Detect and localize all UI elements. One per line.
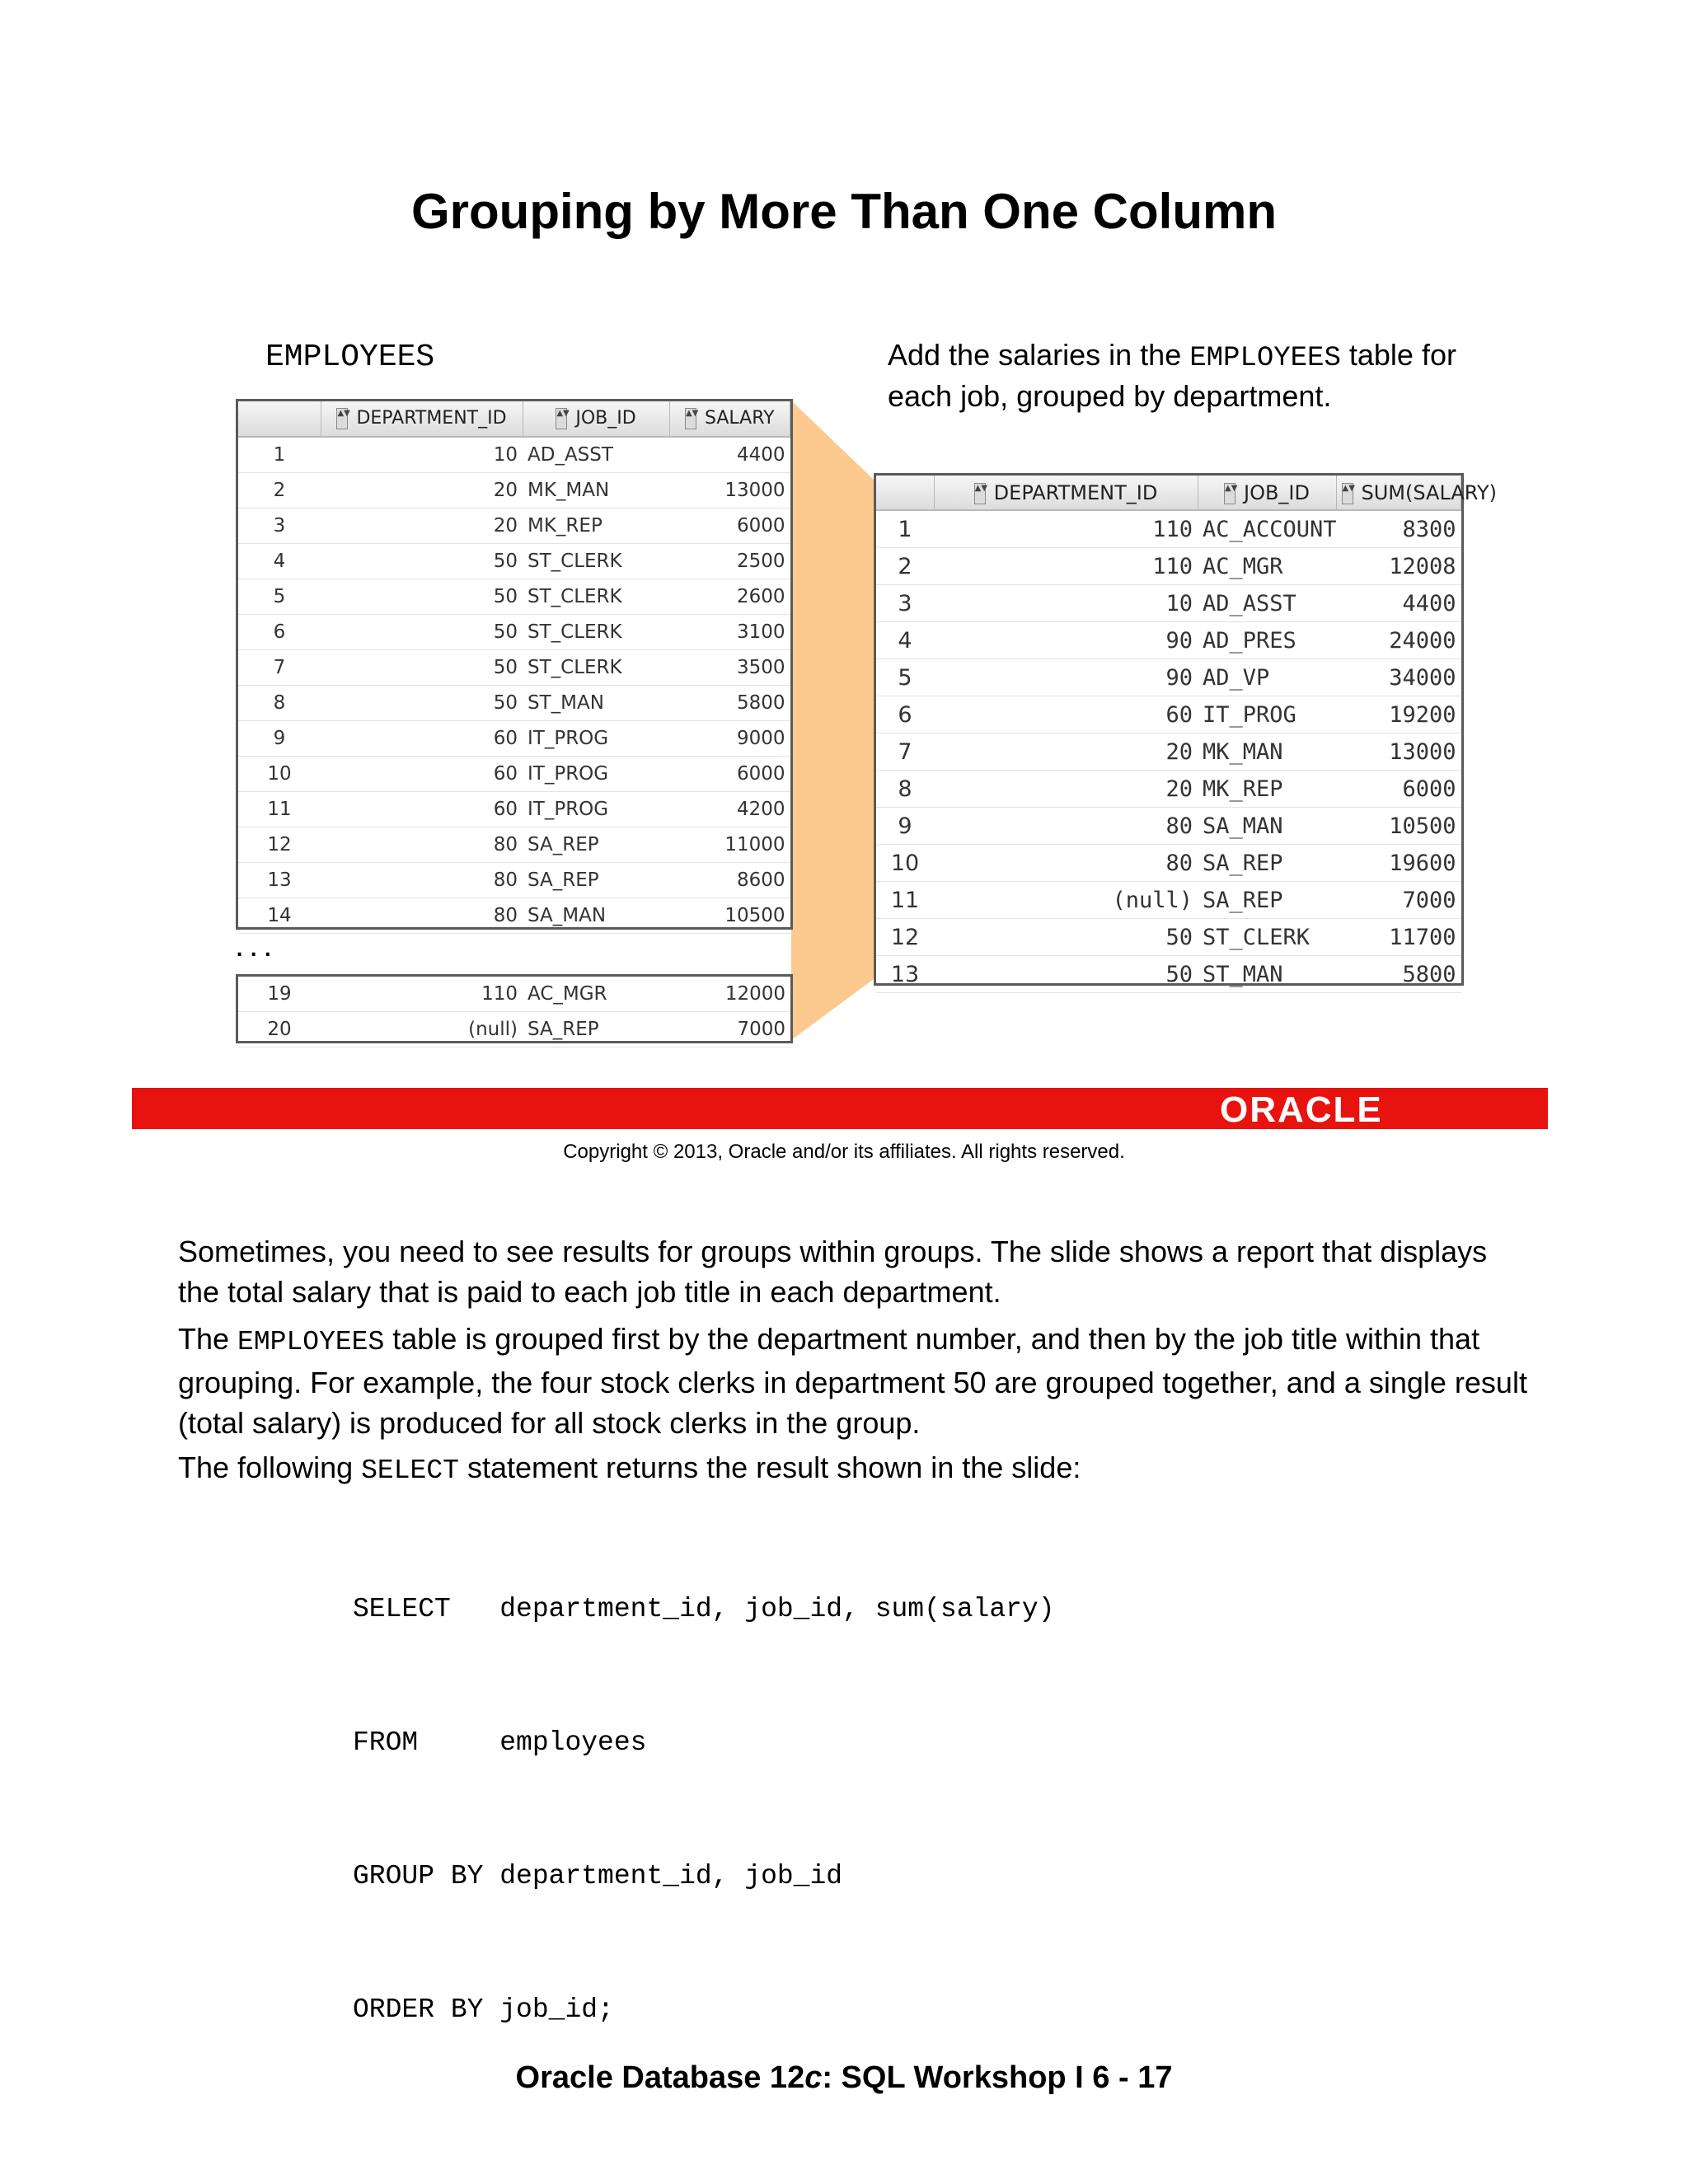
row-number: 8 (876, 771, 934, 808)
table-row[interactable] (238, 579, 790, 615)
table-row[interactable] (238, 544, 790, 579)
department-id-cell: (null) (321, 1012, 523, 1047)
job-id-cell: AD_ASST (1198, 585, 1336, 622)
job-id-cell: MK_REP (1198, 771, 1336, 808)
table-row[interactable] (876, 845, 1461, 882)
row-number: 20 (238, 1012, 321, 1047)
code-line: ORDER BY job_id; (353, 1994, 614, 2025)
job-id-cell: MK_MAN (1198, 733, 1336, 771)
department-id-cell: 60 (321, 757, 523, 792)
salary-cell: 13000 (1336, 733, 1461, 771)
row-number: 7 (238, 650, 321, 686)
department-id-cell: (null) (934, 882, 1198, 919)
code-line: SELECT department_id, job_id, sum(salary) (353, 1594, 1055, 1624)
footer-italic: c (804, 2060, 823, 2095)
row-number: 11 (238, 792, 321, 827)
table-row[interactable] (238, 509, 790, 544)
employees-table (238, 401, 790, 934)
salary-cell: 6000 (669, 757, 790, 792)
table-row[interactable] (876, 771, 1461, 808)
department-id-cell: 80 (934, 808, 1198, 845)
table-row[interactable] (876, 808, 1461, 845)
row-number: 4 (238, 544, 321, 579)
salary-cell: 19200 (1336, 696, 1461, 733)
job-id-cell: SA_REP (523, 1012, 669, 1047)
salary-cell: 6000 (669, 509, 790, 544)
salary-cell: 11700 (1336, 919, 1461, 956)
row-number: 3 (238, 509, 321, 544)
department-id-cell: 60 (321, 792, 523, 827)
department-id-cell: 80 (321, 898, 523, 934)
row-number: 4 (876, 622, 934, 659)
department-id-cell: 50 (934, 956, 1198, 993)
inline-code: EMPLOYEES (237, 1327, 385, 1357)
row-number: 12 (238, 827, 321, 863)
department-id-cell: 60 (934, 696, 1198, 733)
department-id-cell: 50 (321, 544, 523, 579)
row-number: 2 (238, 473, 321, 509)
row-number: 3 (876, 585, 934, 622)
inline-code: SELECT (361, 1455, 459, 1486)
department-id-cell: 50 (321, 579, 523, 615)
page-footer: Oracle Database 12c: SQL Workshop I 6 - 17 (515, 2060, 1173, 2095)
row-number: 10 (238, 757, 321, 792)
ellipsis: ... (235, 927, 278, 963)
row-number: 1 (238, 437, 321, 473)
sum-salary-grid (874, 473, 1497, 987)
salary-cell: 7000 (1336, 882, 1461, 919)
table-row[interactable] (876, 919, 1461, 956)
table-row[interactable] (238, 792, 790, 827)
row-number: 9 (238, 721, 321, 757)
column-header[interactable]: ▲▼ DEPARTMENT_ID (321, 401, 523, 437)
row-number: 9 (876, 808, 934, 845)
table-row[interactable] (238, 863, 790, 898)
salary-cell: 34000 (1336, 659, 1461, 696)
department-id-cell: 110 (934, 510, 1198, 548)
salary-cell: 4400 (1336, 585, 1461, 622)
column-header[interactable]: ▲▼ DEPARTMENT_ID (934, 476, 1198, 510)
row-number: 6 (238, 615, 321, 650)
row-number: 19 (238, 977, 321, 1012)
row-number: 11 (876, 882, 934, 919)
salary-cell: 12008 (1336, 548, 1461, 585)
job-id-cell: SA_REP (523, 863, 669, 898)
job-id-cell: MK_MAN (523, 473, 669, 509)
salary-cell: 24000 (1336, 622, 1461, 659)
department-id-cell: 80 (934, 845, 1198, 882)
job-id-cell: ST_CLERK (523, 615, 669, 650)
department-id-cell: 50 (321, 615, 523, 650)
sum-salary-header-row (876, 476, 1461, 510)
row-number: 5 (238, 579, 321, 615)
salary-cell: 5800 (1336, 956, 1461, 993)
employees-tail-table (238, 977, 790, 1047)
salary-cell: 8300 (1336, 510, 1461, 548)
job-id-cell: IT_PROG (523, 721, 669, 757)
table-row[interactable] (238, 898, 790, 934)
department-id-cell: 50 (321, 686, 523, 721)
job-id-cell: ST_CLERK (523, 650, 669, 686)
row-number: 10 (876, 845, 934, 882)
department-id-cell: 20 (934, 733, 1198, 771)
row-number: 1 (876, 510, 934, 548)
salary-cell: 9000 (669, 721, 790, 757)
table-row[interactable] (238, 650, 790, 686)
table-row[interactable] (238, 757, 790, 792)
salary-cell: 12000 (669, 977, 790, 1012)
job-id-cell: AD_VP (1198, 659, 1336, 696)
job-id-cell: AC_ACCOUNT (1198, 510, 1336, 548)
table-row[interactable] (876, 622, 1461, 659)
row-number: 12 (876, 919, 934, 956)
department-id-cell: 110 (934, 548, 1198, 585)
table-row[interactable] (876, 548, 1461, 585)
sort-icon: ▲▼ (556, 408, 567, 429)
column-header[interactable]: ▲▼ SALARY (669, 401, 790, 437)
table-row[interactable] (238, 977, 790, 1012)
row-number: 2 (876, 548, 934, 585)
column-header[interactable]: ▲▼ JOB_ID (1198, 476, 1336, 510)
table-row[interactable] (876, 696, 1461, 733)
table-row[interactable] (876, 659, 1461, 696)
salary-cell: 2500 (669, 544, 790, 579)
sort-icon: ▲▼ (685, 408, 696, 429)
oracle-logo: ORACLE (1220, 1090, 1383, 1130)
row-number: 8 (238, 686, 321, 721)
row-number: 13 (238, 863, 321, 898)
connector-polygon (791, 401, 874, 1040)
department-id-cell: 60 (321, 721, 523, 757)
code-line: FROM employees (353, 1727, 647, 1758)
job-id-cell: ST_CLERK (523, 579, 669, 615)
notes-paragraph-2: The EMPLOYEES table is grouped first by the department number, and then by the job title within that grouping. For example, the four stock clerks in department 50 are grouped together, and a single result (total salary) is produced for all stock clerks in the group. (178, 1322, 1527, 1440)
code-line: GROUP BY department_id, job_id (353, 1861, 843, 1891)
salary-cell: 19600 (1336, 845, 1461, 882)
table-row[interactable] (876, 585, 1461, 622)
job-id-cell: SA_REP (523, 827, 669, 863)
department-id-cell: 50 (321, 650, 523, 686)
employees-grid-tail (236, 974, 793, 1043)
table-row[interactable] (876, 510, 1461, 548)
row-number: 6 (876, 696, 934, 733)
department-id-cell: 110 (321, 977, 523, 1012)
salary-cell: 6000 (1336, 771, 1461, 808)
table-row[interactable] (238, 721, 790, 757)
copyright-notice: Copyright © 2013, Oracle and/or its affiliates. All rights reserved. (563, 1141, 1125, 1163)
salary-cell: 3500 (669, 650, 790, 686)
job-id-cell: IT_PROG (1198, 696, 1336, 733)
department-id-cell: 20 (321, 473, 523, 509)
salary-cell: 5800 (669, 686, 790, 721)
department-id-cell: 20 (934, 771, 1198, 808)
job-id-cell: AC_MGR (1198, 548, 1336, 585)
salary-cell: 2600 (669, 579, 790, 615)
job-id-cell: ST_MAN (523, 686, 669, 721)
department-id-cell: 10 (321, 437, 523, 473)
row-number: 5 (876, 659, 934, 696)
job-id-cell: IT_PROG (523, 792, 669, 827)
salary-cell: 4400 (669, 437, 790, 473)
table-row[interactable] (238, 827, 790, 863)
row-number: 14 (238, 898, 321, 934)
salary-cell: 8600 (669, 863, 790, 898)
sort-icon: ▲▼ (336, 408, 348, 429)
department-id-cell: 90 (934, 659, 1198, 696)
salary-cell: 11000 (669, 827, 790, 863)
job-id-cell: AC_MGR (523, 977, 669, 1012)
salary-cell: 3100 (669, 615, 790, 650)
row-number-header (876, 476, 934, 510)
notes-paragraph-1: Sometimes, you need to see results for groups within groups. The slide shows a report that displays the total salary that is paid to each job title in each department. (178, 1235, 1488, 1309)
description-text-after: table for each job, grouped by department. (888, 338, 1456, 413)
column-header[interactable]: ▲▼ SUM(SALARY) (1336, 476, 1461, 510)
row-number-header (238, 401, 321, 437)
column-header[interactable]: ▲▼ JOB_ID (523, 401, 669, 437)
sql-code-block (353, 1498, 1055, 2077)
job-id-cell: MK_REP (523, 509, 669, 544)
department-id-cell: 50 (934, 919, 1198, 956)
department-id-cell: 90 (934, 622, 1198, 659)
department-id-cell: 80 (321, 827, 523, 863)
job-id-cell: ST_CLERK (523, 544, 669, 579)
job-id-cell: SA_REP (1198, 845, 1336, 882)
job-id-cell: SA_MAN (1198, 808, 1336, 845)
job-id-cell: AD_ASST (523, 437, 669, 473)
department-id-cell: 10 (934, 585, 1198, 622)
notes-paragraph-3: The following SELECT statement returns the result shown in the slide: (178, 1451, 1081, 1486)
sort-icon: ▲▼ (974, 483, 986, 504)
department-id-cell: 20 (321, 509, 523, 544)
table-row[interactable] (238, 1012, 790, 1047)
sum-salary-table (876, 476, 1497, 993)
salary-cell: 13000 (669, 473, 790, 509)
row-number: 13 (876, 956, 934, 993)
sort-icon: ▲▼ (1342, 483, 1353, 504)
job-id-cell: IT_PROG (523, 757, 669, 792)
employees-table-label: EMPLOYEES (265, 340, 435, 375)
table-row[interactable] (238, 686, 790, 721)
table-row[interactable] (238, 473, 790, 509)
job-id-cell: ST_CLERK (1198, 919, 1336, 956)
table-row[interactable] (238, 437, 790, 473)
row-number: 7 (876, 733, 934, 771)
salary-cell: 7000 (669, 1012, 790, 1047)
salary-cell: 10500 (669, 898, 790, 934)
job-id-cell: AD_PRES (1198, 622, 1336, 659)
table-row[interactable] (876, 733, 1461, 771)
salary-cell: 10500 (1336, 808, 1461, 845)
job-id-cell: ST_MAN (1198, 956, 1336, 993)
employees-header-row (238, 401, 790, 437)
table-row[interactable] (876, 882, 1461, 919)
page-title: Grouping by More Than One Column (411, 184, 1277, 239)
table-row[interactable] (876, 956, 1461, 993)
sort-icon: ▲▼ (1224, 483, 1236, 504)
table-row[interactable] (238, 615, 790, 650)
department-id-cell: 80 (321, 863, 523, 898)
salary-cell: 4200 (669, 792, 790, 827)
employees-grid (236, 399, 793, 930)
job-id-cell: SA_REP (1198, 882, 1336, 919)
job-id-cell: SA_MAN (523, 898, 669, 934)
description-code: EMPLOYEES (1189, 343, 1341, 374)
description-text-before: Add the salaries in the (888, 338, 1190, 372)
